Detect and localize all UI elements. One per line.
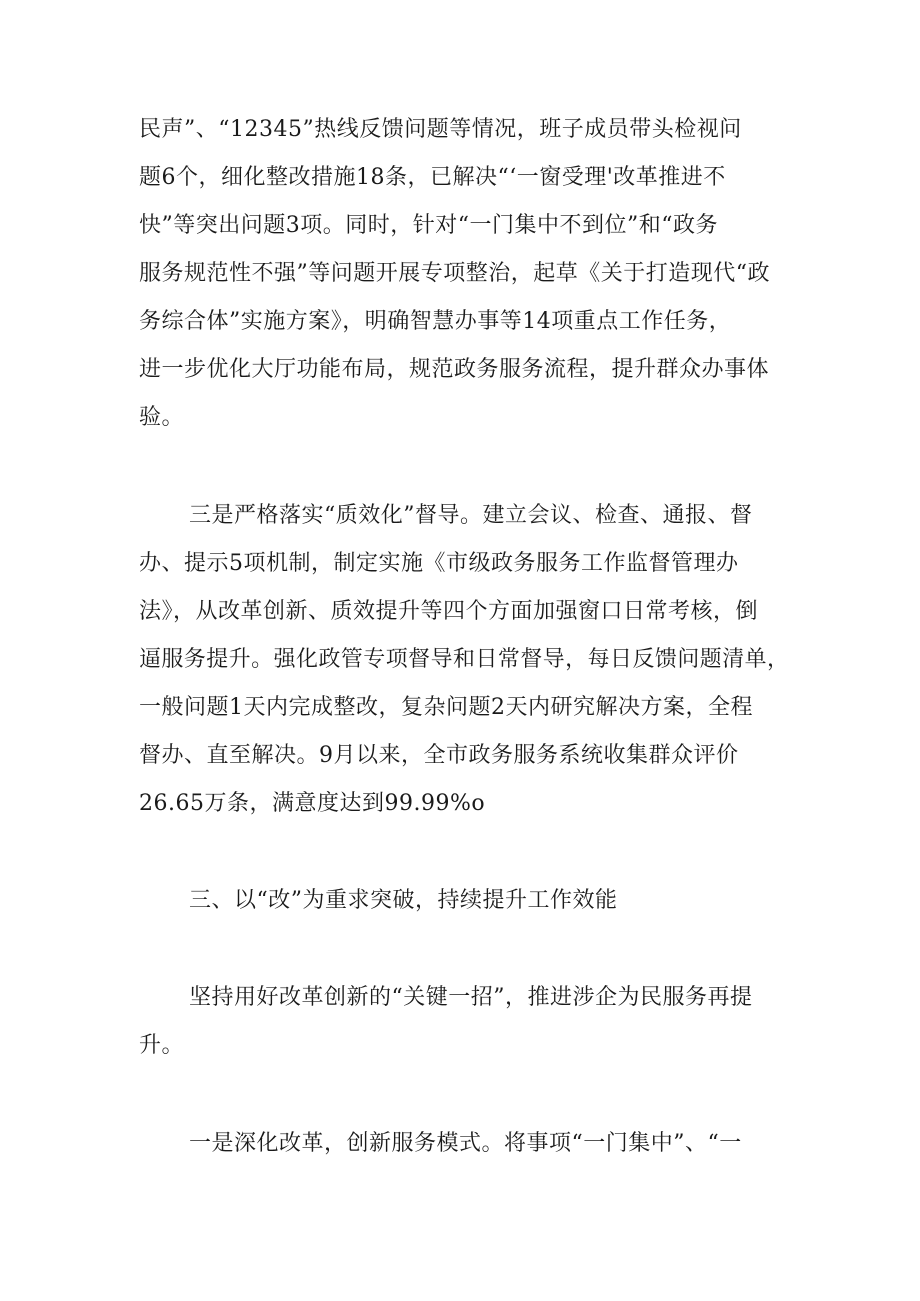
paragraph-2-line-2: 办、提示5项机制，制定实施《市级政务服务工作监督管理办 xyxy=(139,551,739,576)
paragraph-2-line-3: 法》，从改革创新、质效提升等四个方面加强窗口日常考核，倒 xyxy=(139,599,759,624)
paragraph-4-line-2: 升。 xyxy=(139,1033,185,1058)
paragraph-2-line-7: 26.65万条，满意度达到99.99%o xyxy=(139,791,486,816)
paragraph-1-line-4: 服务规范性不强”等问题开展专项整治，起草《关于打造现代“政 xyxy=(139,261,770,286)
paragraph-1-line-2: 题6个，细化整改措施18条，已解决“‘一窗受理'改革推进不 xyxy=(139,165,726,190)
paragraph-5-line-1: 一是深化改革，创新服务模式。将事项“一门集中”、“一 xyxy=(189,1131,742,1156)
section-heading-3: 三、以“改”为重求突破，持续提升工作效能 xyxy=(189,888,618,913)
paragraph-2-line-4: 逼服务提升。强化政管专项督导和日常督导，每日反馈问题清单， xyxy=(139,647,790,672)
paragraph-1-line-1: 民声”、“12345”热线反馈问题等情况，班子成员带头检视问 xyxy=(139,117,742,142)
paragraph-4-line-1: 坚持用好改革创新的“关键一招”，推进涉企为民服务再提 xyxy=(189,985,753,1010)
paragraph-2-line-5: 一般问题1天内完成整改，复杂问题2天内研究解决方案，全程 xyxy=(139,695,753,720)
paragraph-2-line-6: 督办、直至解决。9月以来，全市政务服务系统收集群众评价 xyxy=(139,743,739,768)
paragraph-1-line-5: 务综合体”实施方案》，明确智慧办事等14项重点工作任务， xyxy=(139,309,732,334)
paragraph-1-line-3: 快”等突出问题3项。同时，针对“一门集中不到位”和“政务 xyxy=(139,213,718,238)
paragraph-2-line-1: 三是严格落实“质效化”督导。建立会议、检查、通报、督 xyxy=(189,503,753,528)
paragraph-1-line-6: 进一步优化大厅功能布局，规范政务服务流程，提升群众办事体 xyxy=(139,357,770,382)
paragraph-1-line-7: 验。 xyxy=(139,405,185,430)
